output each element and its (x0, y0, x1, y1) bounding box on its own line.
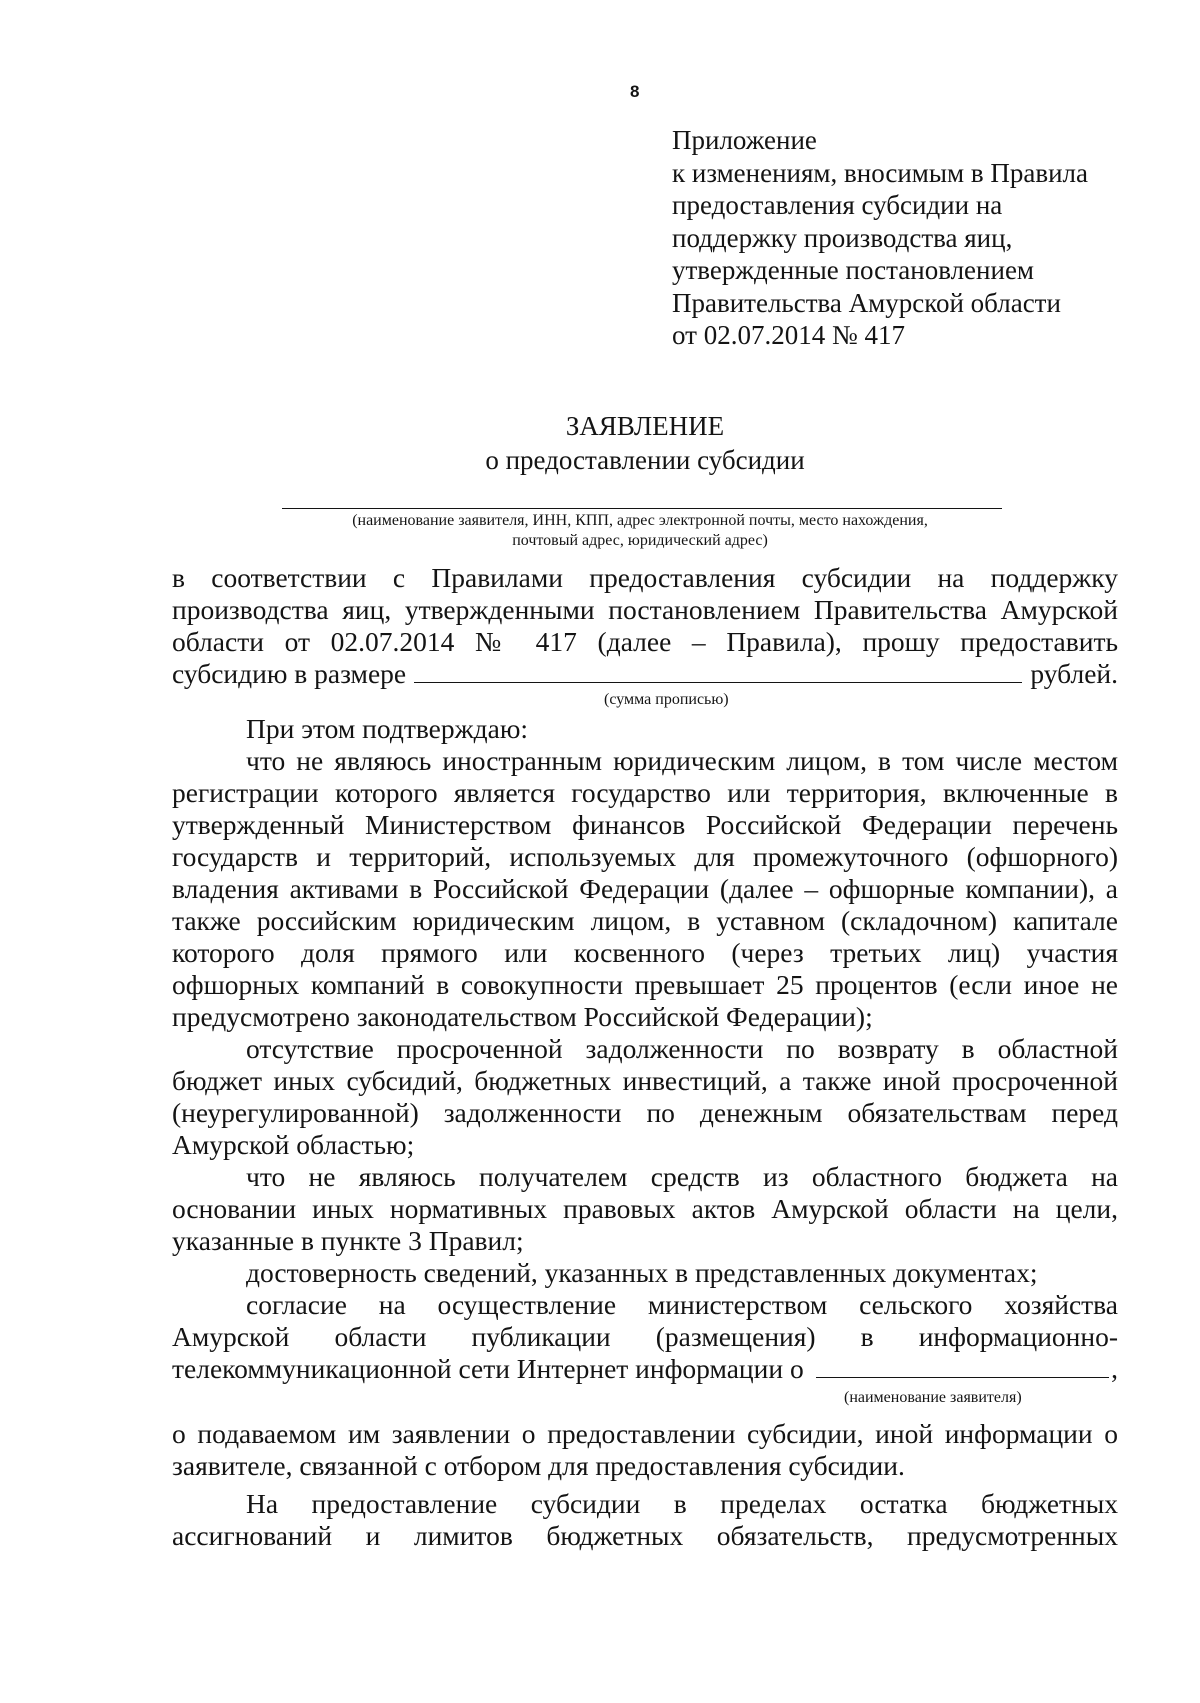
consent-end-line: о подаваемом им заявлении о предоставлении субсидии, иной информации о (172, 1418, 1118, 1449)
confirm2-line: (неурегулированной) задолженности по денежным обязательствам перед (172, 1097, 1118, 1128)
consent-fill-suffix: , (1111, 1353, 1118, 1384)
consent-fill-prefix: телекоммуникационной сети Интернет информации о (172, 1353, 804, 1384)
confirm1-line: также российским юридическим лицом, в уставном (складочном) капитале (172, 905, 1118, 936)
consent-line: Амурской области публикации (размещения) в информационно- (172, 1321, 1118, 1352)
confirm-heading: При этом подтверждаю: (246, 713, 529, 744)
confirm2-line: Амурской областью; (172, 1129, 415, 1160)
intro-line: производства яиц, утвержденными постановлением Правительства Амурской (172, 594, 1118, 625)
confirm3-line: что не являюсь получателем средств из областного бюджета на (246, 1161, 1118, 1192)
appendix-line: утвержденные постановлением (672, 255, 1035, 285)
intro-line: области от 02.07.2014 № 417 (далее – Правила), прошу предоставить (172, 626, 1118, 657)
appendix-line: предоставления субсидии на (672, 190, 1003, 220)
confirm1-line: владения активами в Российской Федерации (далее – офшорные компании), а (172, 873, 1118, 904)
confirm1-line: что не являюсь иностранным юридическим лицом, в том числе местом (246, 745, 1118, 776)
confirm1-line: предусмотрено законодательством Российской Федерации); (172, 1001, 873, 1032)
applicant-caption (240, 511, 1040, 551)
appendix-block (672, 124, 1088, 352)
intro-line: в соответствии с Правилами предоставления субсидии на поддержку (172, 562, 1118, 593)
appendix-line: поддержку производства яиц, (672, 222, 1013, 253)
document-title: ЗАЯВЛЕНИЕ (565, 411, 725, 441)
applicant-caption-line: (наименование заявителя, ИНН, КПП, адрес электронной почты, место нахождения, (352, 512, 928, 529)
appendix-line: к изменениям, вносимым в Правила (672, 157, 1089, 188)
confirm4-line: достоверность сведений, указанных в представленных документах; (246, 1257, 1038, 1288)
consent-end-line: заявителе, связанной с отбором для предоставления субсидии. (172, 1450, 905, 1481)
final-line: ассигнований и лимитов бюджетных обязательств, предусмотренных (172, 1520, 1118, 1551)
amount-fill-line (414, 660, 1022, 683)
appendix-line: Приложение (672, 125, 817, 155)
document-subtitle: о предоставлении субсидии (485, 445, 805, 475)
confirm3-line: указанные в пункте 3 Правил; (172, 1225, 524, 1256)
applicant-name-fill-line (816, 1355, 1109, 1378)
confirm1-line: которого доля прямого или косвенного (через третьих лиц) участия (172, 937, 1118, 968)
consent-fill-row (172, 1353, 1118, 1385)
applicant-fill-line (282, 508, 1002, 509)
confirm1-line: государств и территорий, используемых для промежуточного (офшорного) (172, 841, 1118, 872)
appendix-line: Правительства Амурской области (672, 287, 1061, 318)
applicant-name-caption: (наименование заявителя) (844, 1389, 1022, 1406)
confirm2-line: бюджет иных субсидий, бюджетных инвестиций, а также иной просроченной (172, 1065, 1118, 1096)
confirm1-line: регистрации которого является государство или территория, включенные в (172, 777, 1118, 808)
confirm3-line: основании иных нормативных правовых актов Амурской области на цели, (172, 1193, 1118, 1224)
amount-caption: (сумма прописью) (604, 691, 729, 708)
amount-row (172, 658, 1118, 690)
final-line: На предоставление субсидии в пределах остатка бюджетных (246, 1488, 1118, 1519)
confirm2-line: отсутствие просроченной задолженности по возврату в областной (246, 1033, 1118, 1064)
amount-suffix: рублей. (1030, 658, 1118, 689)
confirm1-line: утвержденный Министерством финансов Российской Федерации перечень (172, 809, 1118, 840)
amount-prefix: субсидию в размере (172, 658, 407, 689)
consent-line: согласие на осуществление министерством сельского хозяйства (246, 1289, 1118, 1320)
applicant-caption-line: почтовый адрес, юридический адрес) (512, 532, 768, 549)
appendix-line: от 02.07.2014 № 417 (672, 320, 905, 350)
confirm1-line: офшорных компаний в совокупности превышает 25 процентов (если иное не (172, 969, 1118, 1000)
page-number: 8 (630, 82, 640, 101)
